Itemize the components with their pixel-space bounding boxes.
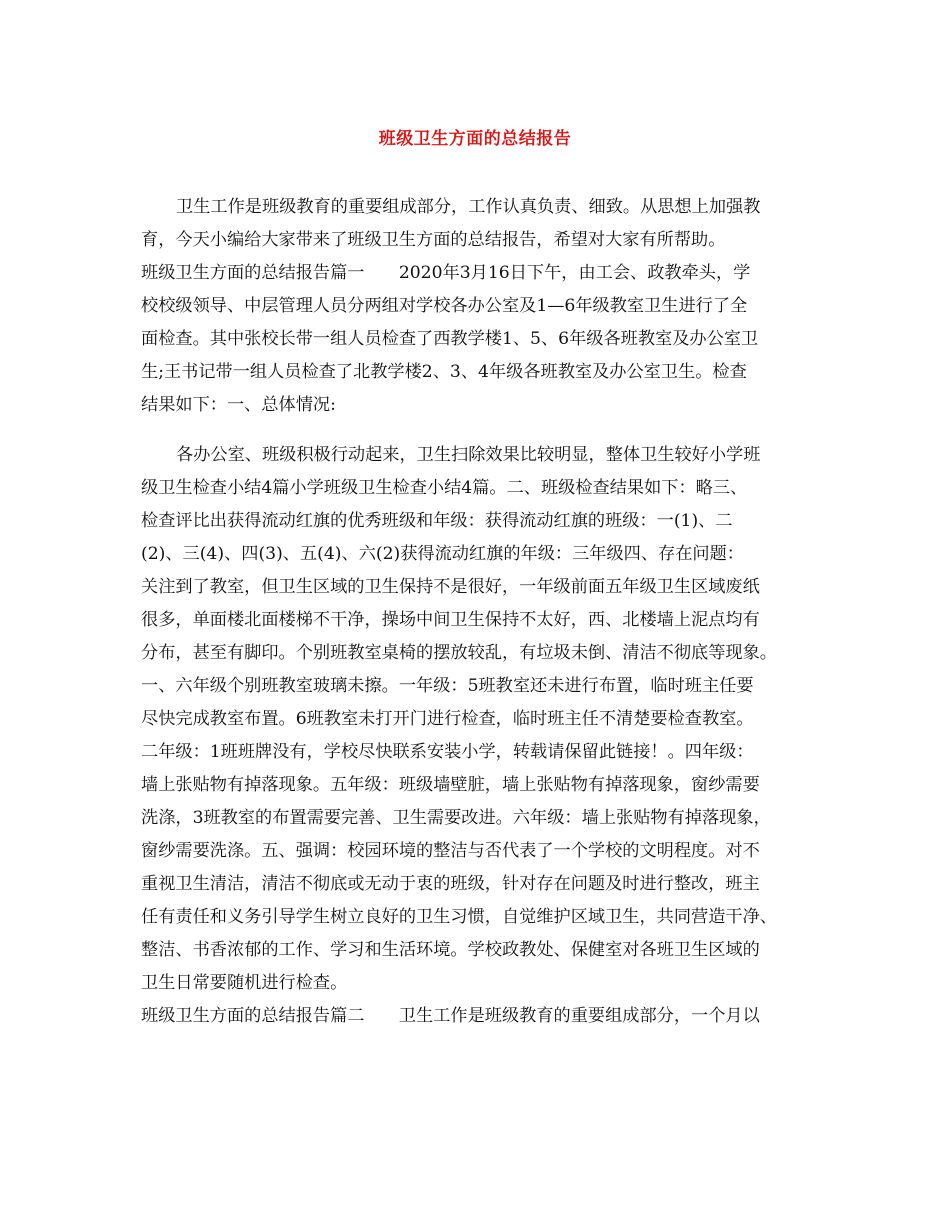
paragraph-line: 各办公室、班级积极行动起来，卫生扫除效果比较明显，整体卫生较好小学班 (176, 445, 761, 465)
document-title: 班级卫生方面的总结报告 (378, 129, 572, 149)
paragraph-line: 检查评比出获得流动红旗的优秀班级和年级：获得流动红旗的班级：一(1)、二 (141, 511, 733, 531)
paragraph-line: 关注到了教室，但卫生区域的卫生保持不是很好，一年级前面五年级卫生区域废纸 (141, 577, 760, 597)
paragraph-line: 卫生日常要随机进行检查。 (141, 973, 348, 993)
paragraph-line: 洗涤，3班教室的布置需要完善、卫生需要改进。六年级：墙上张贴物有掉落现象， (141, 808, 771, 828)
paragraph-line: 窗纱需要洗涤。五、强调：校园环境的整洁与否代表了一个学校的文明程度。对不 (141, 841, 760, 861)
paragraph-line: 生;王书记带一组人员检查了北教学楼2、3、4年级各班教室及办公室卫生。检查 (141, 362, 747, 382)
paragraph-line: 级卫生检查小结4篇小学班级卫生检查小结4篇。二、班级检查结果如下：略三、 (141, 478, 748, 498)
paragraph-line: 整洁、书香浓郁的工作、学习和生活环境。学校政教处、保健室对各班卫生区域的 (141, 940, 760, 960)
paragraph-line: 重视卫生清洁，清洁不彻底或无动于衷的班级，针对存在问题及时进行整改，班主 (141, 874, 760, 894)
paragraph-line: 班级卫生方面的总结报告篇一 2020年3月16日下午，由工会、政教牵头，学 (141, 263, 751, 283)
paragraph-line: (2)、三(4)、四(3)、五(4)、六(2)获得流动红旗的年级：三年级四、存在问题： (141, 544, 744, 564)
paragraph-line: 墙上张贴物有掉落现象。五年级：班级墙壁脏，墙上张贴物有掉落现象，窗纱需要 (141, 775, 760, 795)
paragraph-line: 一、六年级个别班教室玻璃未擦。一年级：5班教室还未进行布置，临时班主任要 (141, 676, 754, 696)
paragraph-line: 面检查。其中张校长带一组人员检查了西教学楼1、5、6年级各班教室及办公室卫 (141, 329, 759, 349)
paragraph-line: 二年级：1班班牌没有，学校尽快联系安装小学，转载请保留此链接！。四年级： (141, 742, 754, 762)
paragraph-line: 分布，甚至有脚印。个别班教室桌椅的摆放较乱，有垃圾未倒、清洁不彻底等现象。 (141, 643, 777, 663)
paragraph-line: 育，今天小编给大家带来了班级卫生方面的总结报告，希望对大家有所帮助。 (141, 230, 726, 250)
paragraph-line: 结果如下：一、总体情况: (141, 395, 336, 415)
paragraph-line: 任有责任和义务引导学生树立良好的卫生习惯，自觉维护区域卫生，共同营造干净、 (141, 907, 777, 927)
paragraph-line: 很多，单面楼北面楼梯不干净，操场中间卫生保持不太好，西、北楼墙上泥点均有 (141, 610, 760, 630)
paragraph-line: 卫生工作是班级教育的重要组成部分，工作认真负责、细致。从思想上加强教 (176, 197, 761, 217)
paragraph-line: 班级卫生方面的总结报告篇二 卫生工作是班级教育的重要组成部分，一个月以 (141, 1006, 760, 1026)
paragraph-line: 尽快完成教室布置。6班教室未打开门进行检查，临时班主任不清楚要检查教室。 (141, 709, 754, 729)
paragraph-line: 校校级领导、中层管理人员分两组对学校各办公室及1—6年级教室卫生进行了全 (141, 296, 748, 316)
